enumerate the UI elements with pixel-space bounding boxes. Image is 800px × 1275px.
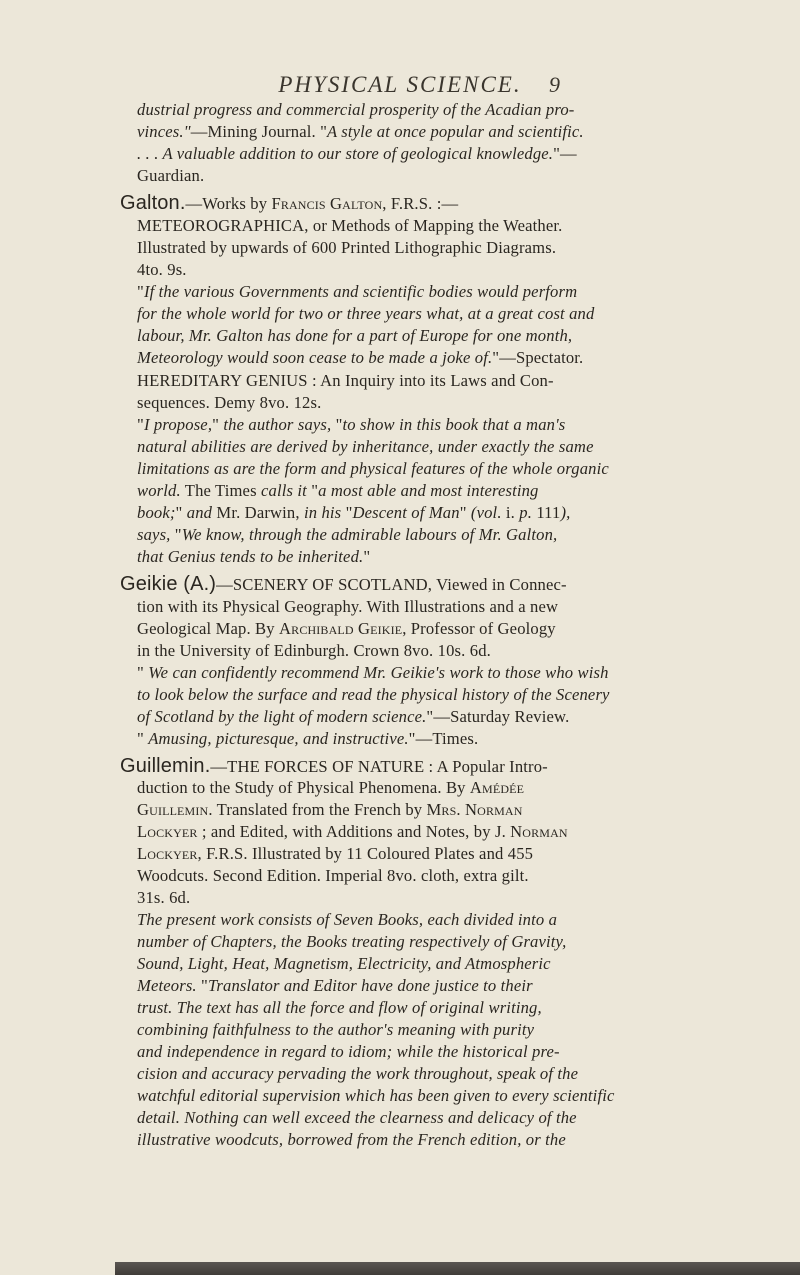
- text-span: Mrs. Norman: [426, 800, 523, 819]
- text-span: ": [137, 282, 144, 301]
- text-line: [137, 326, 572, 346]
- text-span: and: [186, 503, 213, 522]
- text-span: HEREDITARY GENIUS : An Inquiry into its Laws and Con-: [137, 371, 554, 390]
- text-line: [137, 166, 204, 186]
- text-line: [137, 685, 610, 705]
- text-span: 111: [532, 503, 561, 522]
- text-span: p.: [519, 503, 533, 522]
- text-span: ": [306, 481, 319, 500]
- text-span: ": [137, 663, 149, 682]
- text-line: [120, 574, 567, 595]
- text-line: [137, 888, 190, 908]
- text-line: [137, 932, 566, 952]
- text-line: [137, 954, 551, 974]
- text-span: , Professor of Geology: [402, 619, 556, 638]
- text-span: "—: [553, 144, 577, 163]
- text-span: natural abilities are derived by inheritance, under exactly the same: [137, 437, 594, 456]
- text-span: Amédée: [469, 778, 525, 797]
- text-span: to show in this book that a man's: [342, 415, 566, 434]
- text-span: Amusing, picturesque, and instructive.: [148, 729, 409, 748]
- text-span: says,: [137, 525, 171, 544]
- text-span: the author says,: [223, 415, 332, 434]
- text-line: [137, 1108, 577, 1128]
- text-span: to look below the surface and read the physical history of the Scenery: [137, 685, 610, 704]
- text-span: , F.R.S. Illustrated by 11 Coloured Plates and 455: [197, 844, 534, 863]
- text-span: The present work consists of Seven Books, each divided into a: [137, 910, 558, 929]
- text-span: Meteors.: [137, 976, 197, 995]
- text-span: for the whole world for two or three years what, at a great cost and: [137, 304, 595, 323]
- text-span: labour, Mr. Galton has done for a part of Europe for one month,: [137, 326, 573, 345]
- text-span: ": [341, 503, 353, 522]
- text-span: ": [212, 415, 224, 434]
- text-span: ": [170, 525, 182, 544]
- text-span: illustrative woodcuts, borrowed from the French edition, or the: [137, 1130, 566, 1149]
- text-line: [137, 144, 577, 164]
- text-line: [137, 503, 570, 523]
- text-span: Norman: [510, 822, 568, 841]
- text-span: Descent of Man: [352, 503, 460, 522]
- text-line: [137, 910, 557, 930]
- text-line: [137, 822, 568, 842]
- text-span: ": [459, 503, 471, 522]
- text-span: METEOROGRAPHICA, or Methods of Mapping the Weather.: [137, 216, 563, 235]
- text-line: [137, 547, 370, 567]
- text-span: The: [180, 481, 216, 500]
- text-span: in his: [303, 503, 342, 522]
- text-span: detail. Nothing can well exceed the clearness and delicacy of the: [137, 1108, 577, 1127]
- text-span: tion with its Physical Geography. With Illustrations and a new: [137, 597, 559, 616]
- text-line: [137, 597, 558, 617]
- page-edge-shadow: [115, 1262, 800, 1275]
- text-span: . Translated from the French by: [208, 800, 427, 819]
- text-span: If the various Governments and scientific bodies would perform: [143, 282, 578, 301]
- text-span: that Genius tends to be inherited.: [137, 547, 364, 566]
- text-span: in the University of Edinburgh. Crown 8vo. 10s. 6d.: [137, 641, 491, 660]
- author-heading: Geikie (A.): [120, 573, 217, 595]
- text-span: A style at once popular and scientific.: [327, 122, 584, 141]
- text-span: —SCENERY OF SCOTLAND, Viewed in Connec-: [216, 575, 567, 594]
- text-line: [137, 525, 557, 545]
- text-line: [137, 866, 529, 886]
- text-span: Geological Map. By: [137, 619, 280, 638]
- text-span: We know, through the admirable labours of Mr. Galton,: [181, 525, 558, 544]
- text-line: [137, 1064, 578, 1084]
- text-span: trust. The text has all the force and flow of original writing,: [137, 998, 542, 1017]
- text-span: limitations as are the form and physical features of the whole organic: [137, 459, 609, 478]
- text-span: Archibald Geikie: [279, 619, 403, 638]
- text-span: Guardian.: [137, 166, 205, 185]
- text-span: Francis Galton: [271, 194, 383, 213]
- text-line: [137, 844, 533, 864]
- text-span: "—Spectator.: [492, 348, 584, 367]
- text-span: Lockyer: [137, 844, 198, 863]
- text-span: I propose,: [143, 415, 213, 434]
- text-span: Mr. Darwin,: [212, 503, 304, 522]
- text-line: [137, 976, 533, 996]
- text-line: [137, 1020, 534, 1040]
- text-line: [137, 371, 554, 391]
- text-line: [137, 1086, 614, 1106]
- text-span: Sound, Light, Heat, Magnetism, Electricity, and Atmospheric: [137, 954, 551, 973]
- text-span: "—Saturday Review.: [426, 707, 570, 726]
- text-span: —Mining Journal. ": [190, 122, 328, 141]
- text-line: [137, 619, 556, 639]
- text-span: 31s. 6d.: [137, 888, 191, 907]
- text-line: [137, 238, 556, 258]
- text-span: "—Times.: [408, 729, 479, 748]
- text-span: world.: [137, 481, 181, 500]
- text-span: and independence in regard to idiom; while the historical pre-: [137, 1042, 560, 1061]
- text-line: [137, 437, 594, 457]
- text-span: 4to. 9s.: [137, 260, 187, 279]
- text-line: [137, 707, 569, 727]
- text-span: Meteorology would soon cease to be made a joke of.: [137, 348, 493, 367]
- text-span: book;: [137, 503, 176, 522]
- text-span: ; and Edited, with Additions and Notes, by J.: [197, 822, 511, 841]
- text-span: ": [331, 415, 343, 434]
- text-span: —THE FORCES OF NATURE : A Popular Intro-: [210, 757, 548, 776]
- text-line: [137, 800, 523, 820]
- text-span: (vol.: [470, 503, 502, 522]
- text-line: [137, 122, 584, 142]
- text-span: of Scotland by the light of modern science.: [137, 707, 427, 726]
- text-span: Guillemin: [137, 800, 209, 819]
- text-span: watchful editorial supervision which has been given to every scientific: [137, 1086, 615, 1105]
- text-span: Lockyer: [137, 822, 198, 841]
- text-line: [137, 393, 321, 413]
- text-span: combining faithfulness to the author's meaning with purity: [137, 1020, 535, 1039]
- text-span: Times: [215, 481, 261, 500]
- text-span: sequences. Demy 8vo. 12s.: [137, 393, 322, 412]
- text-span: calls it: [260, 481, 307, 500]
- text-line: [137, 1130, 566, 1150]
- text-line: [120, 193, 458, 214]
- text-span: , F.R.S. :—: [382, 194, 459, 213]
- text-line: [137, 216, 562, 236]
- text-span: Illustrated by upwards of 600 Printed Lithographic Diagrams.: [137, 238, 557, 257]
- text-span: ": [196, 976, 208, 995]
- text-span: Translator and Editor have done justice to their: [207, 976, 533, 995]
- text-span: a most able and most interesting: [318, 481, 539, 500]
- text-line: [137, 260, 187, 280]
- text-span: Woodcuts. Second Edition. Imperial 8vo. cloth, extra gilt.: [137, 866, 529, 885]
- text-line: [137, 729, 478, 749]
- text-span: number of Chapters, the Books treating respectively of Gravity,: [137, 932, 567, 951]
- text-line: [137, 304, 594, 324]
- text-span: —Works by: [185, 194, 272, 213]
- author-heading: Galton.: [120, 192, 186, 214]
- text-span: ": [175, 503, 187, 522]
- text-line: [137, 459, 609, 479]
- text-span: dustrial progress and commercial prosperity of the Acadian pro-: [137, 100, 575, 119]
- text-span: ),: [560, 503, 571, 522]
- text-span: ": [137, 729, 149, 748]
- author-heading: Guillemin.: [120, 755, 211, 777]
- text-span: ": [137, 415, 144, 434]
- text-line: [137, 1042, 560, 1062]
- text-line: [137, 641, 491, 661]
- running-header: PHYSICAL SCIENCE.: [278, 72, 522, 97]
- text-line: [137, 663, 609, 683]
- text-line: [120, 756, 548, 777]
- text-line: [137, 481, 539, 501]
- text-line: [137, 100, 574, 120]
- text-span: We can confidently recommend Mr. Geikie's work to those who wish: [148, 663, 609, 682]
- text-line: [137, 282, 577, 302]
- text-span: i.: [501, 503, 520, 522]
- text-span: cision and accuracy pervading the work throughout, speak of the: [137, 1064, 579, 1083]
- text-span: . . . A valuable addition to our store of geological knowledge.: [137, 144, 554, 163]
- text-line: [137, 778, 524, 798]
- text-line: [137, 415, 565, 435]
- text-span: ": [363, 547, 371, 566]
- text-line: [137, 348, 583, 368]
- page-number: 9: [549, 72, 560, 97]
- text-span: vinces.": [137, 122, 191, 141]
- text-line: [137, 998, 542, 1018]
- text-span: duction to the Study of Physical Phenomena. By: [137, 778, 470, 797]
